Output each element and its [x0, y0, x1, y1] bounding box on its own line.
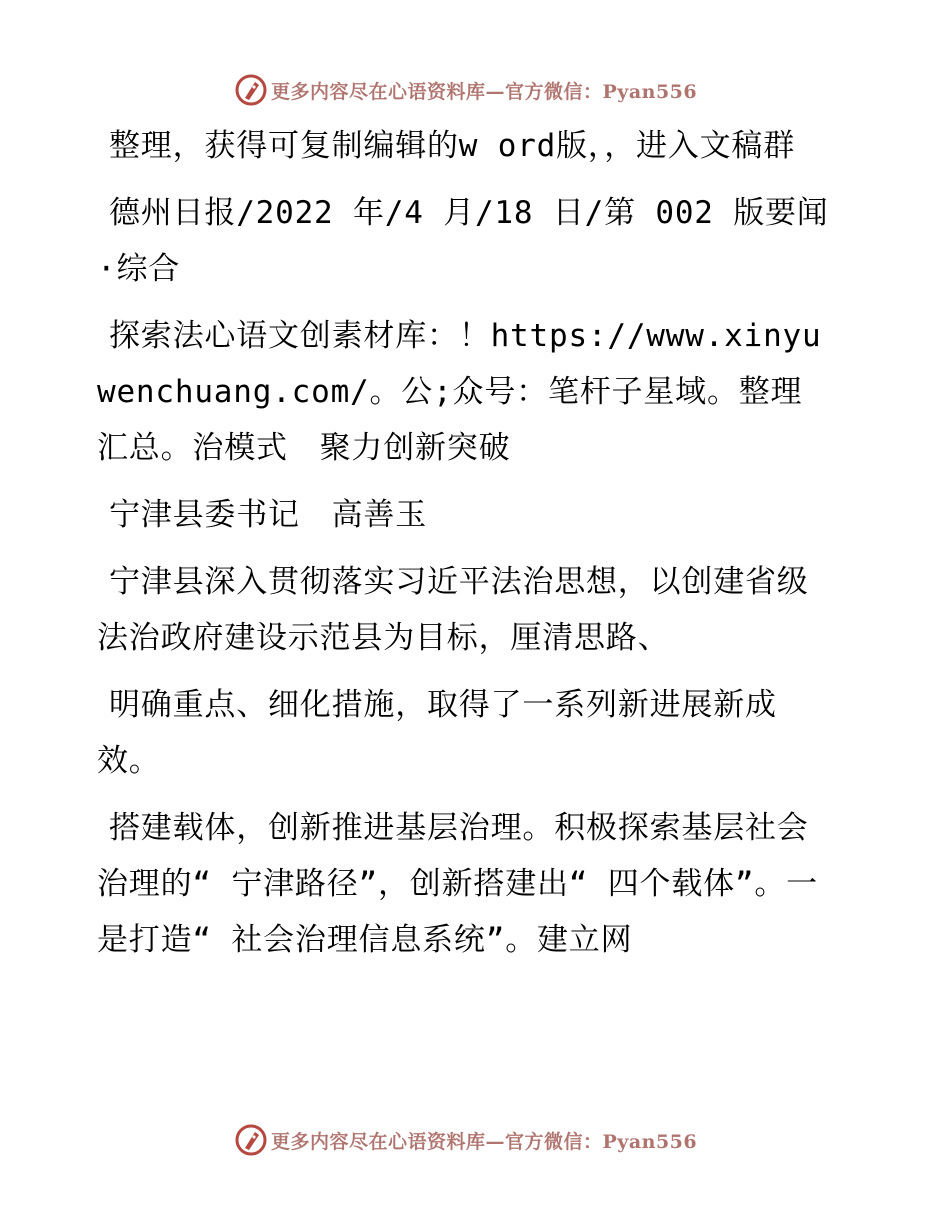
pen-nib-icon — [235, 74, 267, 106]
footer-banner — [235, 1122, 697, 1158]
banner-text: 更多内容尽在心语资料库—官方微信：Pyan556 — [271, 1130, 698, 1153]
doc-paragraph: 探索法心语文创素材库：！https://www.xinyuwenchuang.com/。公;众号：笔杆子星域。整理汇总。治模式 聚力创新突破 — [97, 318, 822, 466]
doc-paragraph: 宁津县深入贯彻落实习近平法治思想，以创建省级法治政府建设示范县为目标，厘清思路、 — [97, 564, 809, 656]
doc-paragraph: 整理，获得可复制编辑的w ord版，，进入文稿群 — [109, 128, 796, 164]
doc-paragraph: 搭建载体，创新推进基层治理。积极探索基层社会治理的“ 宁津路径”，创新搭建出“ 四个载体”。一是打造“ 社会治理信息系统”。建立网 — [97, 810, 818, 958]
header-banner — [235, 72, 697, 108]
pen-nib-icon — [235, 1124, 267, 1156]
doc-paragraph: 明确重点、细化措施，取得了一系列新进展新成效。 — [97, 687, 777, 779]
banner-text: 更多内容尽在心语资料库—官方微信：Pyan556 — [271, 80, 698, 103]
doc-paragraph: 德州日报/2022 年/4 月/18 日/第 002 版要闻·综合 — [97, 195, 829, 287]
doc-paragraph: 宁津县委书记 高善玉 — [109, 497, 427, 533]
document-body — [97, 118, 832, 979]
